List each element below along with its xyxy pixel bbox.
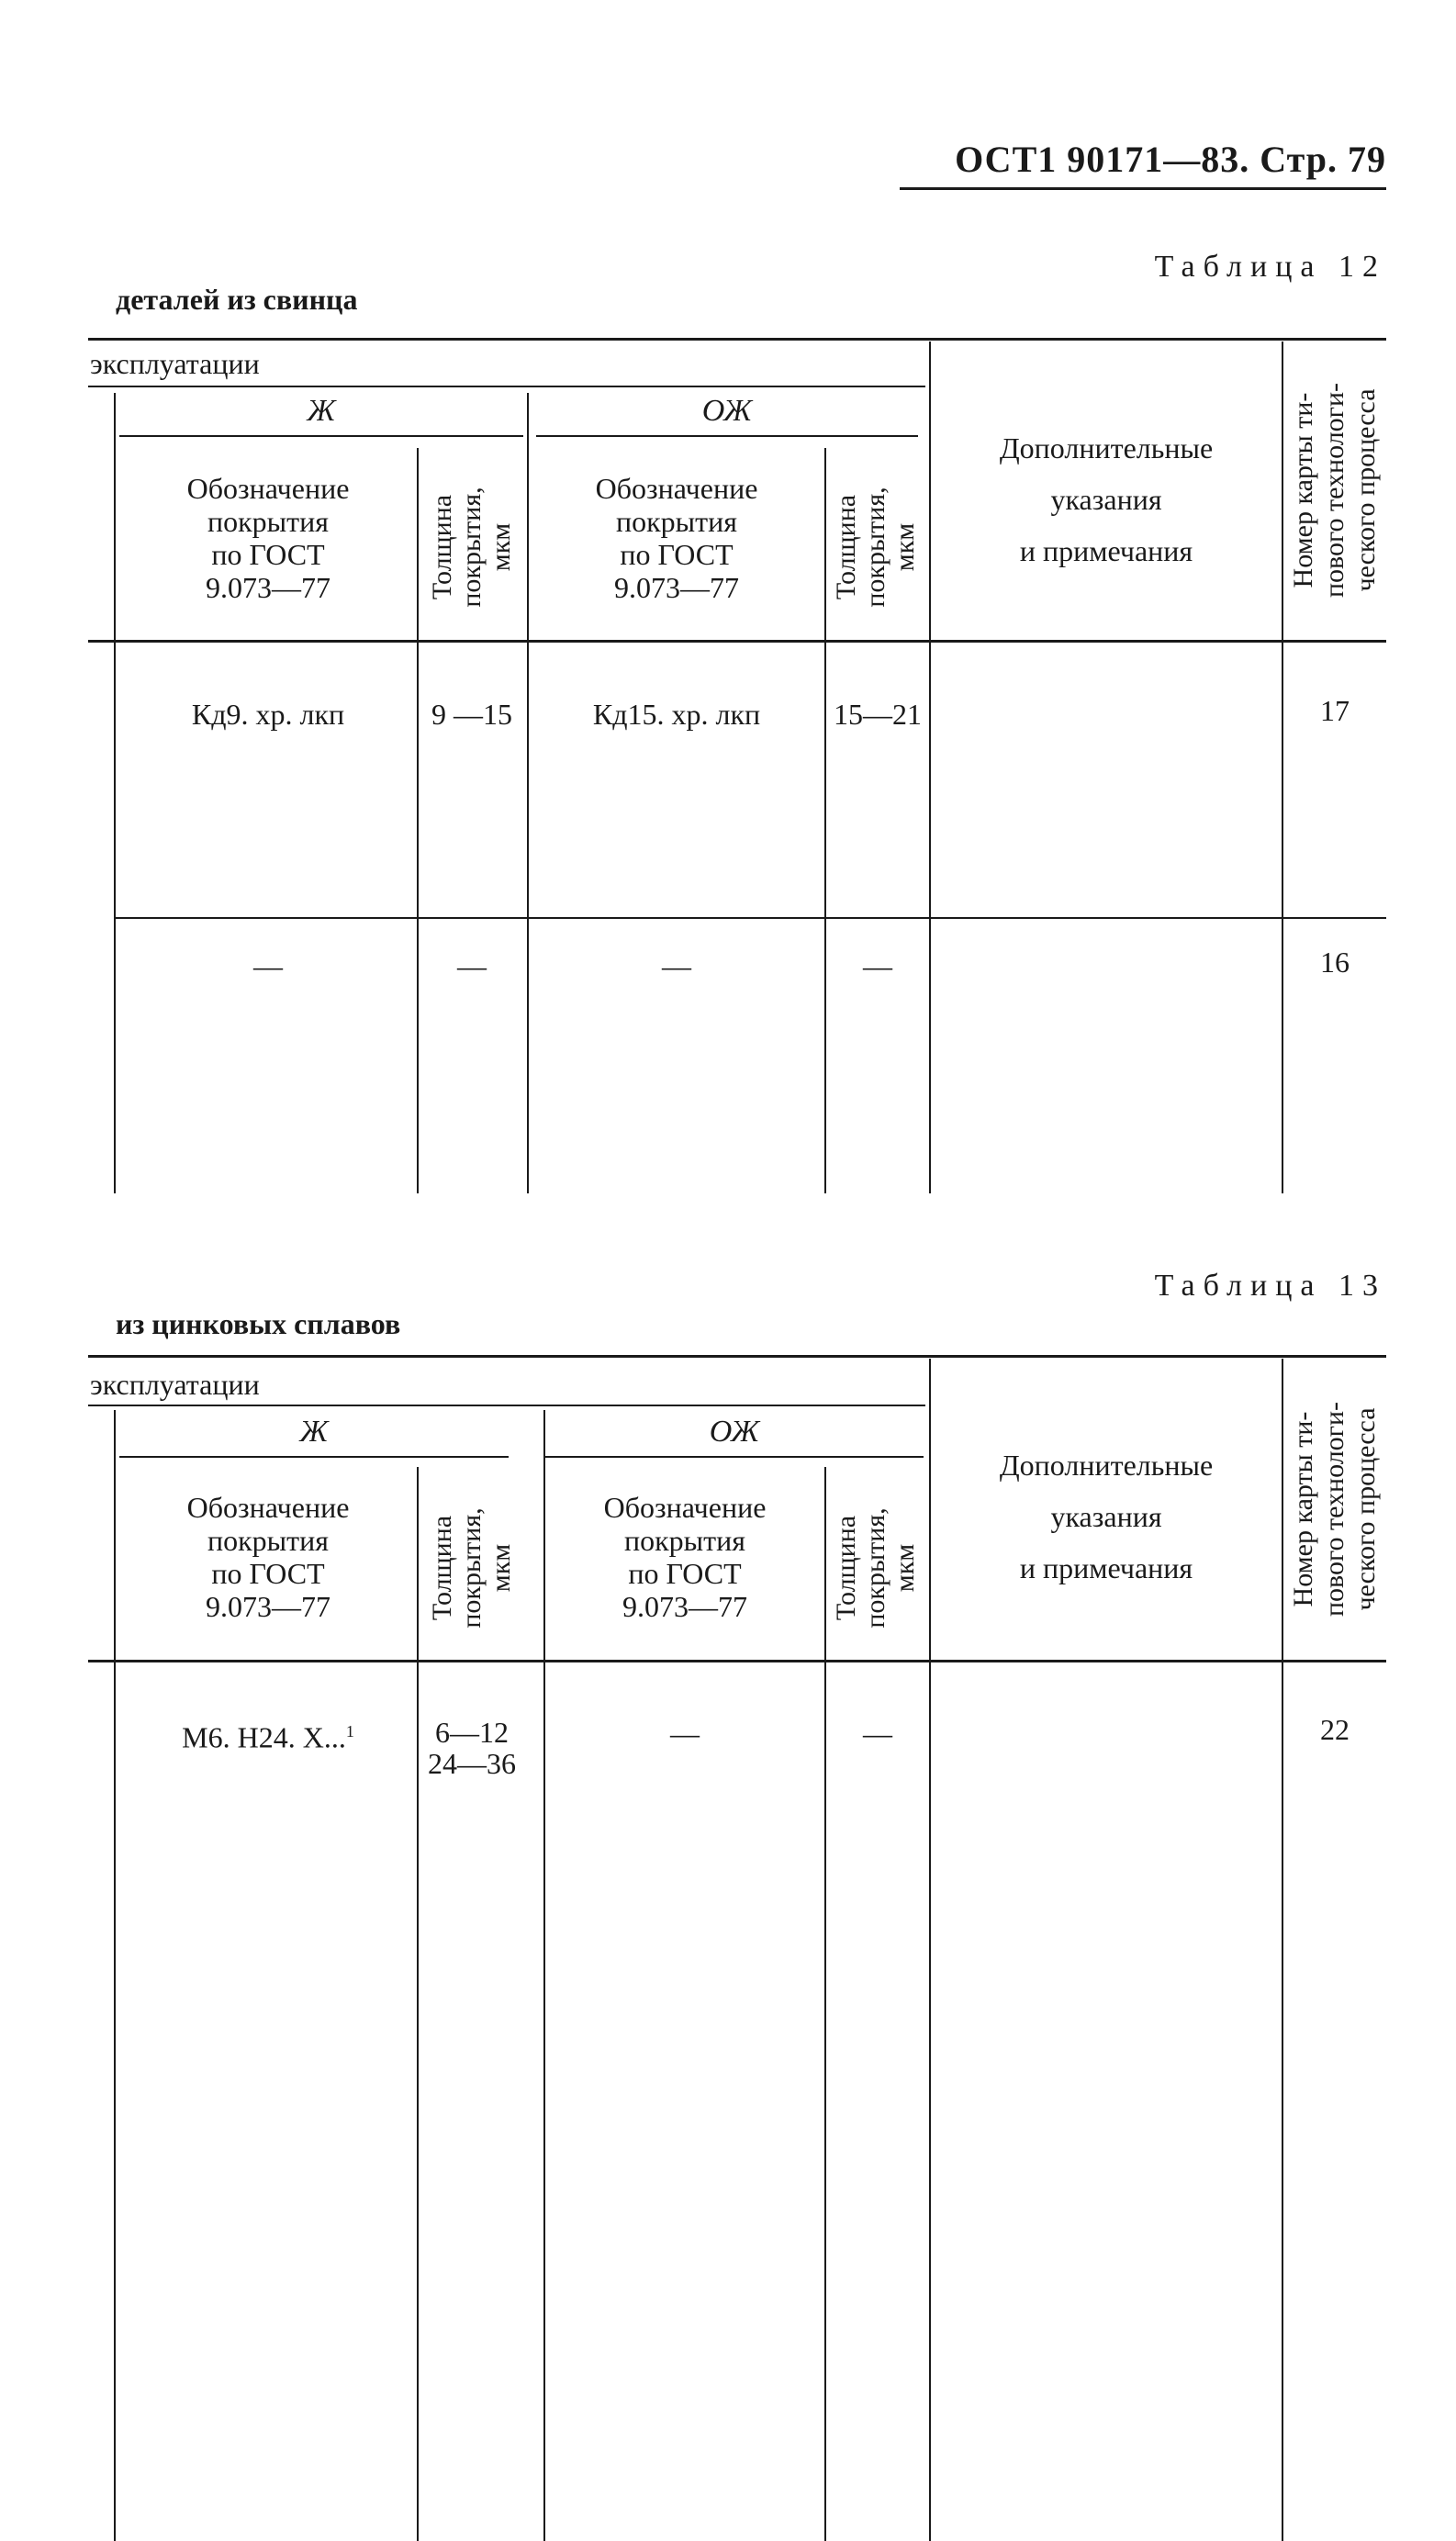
table-13-group-zh: Ж bbox=[299, 1415, 329, 1449]
table-12-title: деталей из свинца bbox=[116, 283, 358, 316]
thickness-line: 6—12 bbox=[435, 1716, 509, 1749]
header-line: мкм bbox=[890, 1543, 920, 1593]
header-line: Дополнительные bbox=[999, 431, 1214, 465]
header-line: мкм bbox=[486, 1543, 516, 1593]
header-line: ческого процесса bbox=[1350, 1407, 1381, 1611]
header-line: Номер карты ти- bbox=[1288, 392, 1318, 588]
table-13-divider bbox=[824, 1467, 826, 2541]
page-header: ОСТ1 90171—83. Стр. 79 bbox=[955, 139, 1386, 180]
table-13-left-border bbox=[114, 1410, 116, 2541]
header-line: указания bbox=[1050, 483, 1162, 516]
table-13-title: из цинковых сплавов bbox=[116, 1307, 401, 1340]
header-line: 9.073—77 bbox=[206, 1590, 330, 1623]
table-12-divider bbox=[824, 448, 826, 1193]
footnote-mark: 1 bbox=[345, 1722, 354, 1741]
table-12-row-1-zh-designation: Кд9. хр. лкп bbox=[191, 698, 345, 731]
table-12-zh-thickness-header bbox=[428, 487, 516, 607]
header-line: по ГОСТ bbox=[211, 1557, 325, 1590]
header-line: Обозначение bbox=[595, 472, 758, 505]
header-line: Номер карты ти- bbox=[1288, 1411, 1318, 1607]
table-13-zh-designation-header bbox=[119, 1491, 417, 1623]
table-12-row-1-ozh-thickness: 15—21 bbox=[834, 698, 922, 731]
header-line: Толщина bbox=[427, 494, 457, 600]
table-12-zh-designation-header bbox=[119, 472, 417, 604]
table-12-row-1-ozh-designation: Кд15. хр. лкп bbox=[592, 698, 761, 731]
header-line: 9.073—77 bbox=[614, 571, 739, 604]
table-13-row-1-ozh-thickness: — bbox=[863, 1717, 892, 1750]
header-line: пового технологи- bbox=[1319, 1401, 1350, 1618]
table-12-row-2-zh-designation: — bbox=[253, 949, 283, 982]
table-12-conditions-rule bbox=[88, 386, 925, 387]
header-line: и примечания bbox=[1019, 1551, 1193, 1584]
table-13-ozh-designation-header bbox=[545, 1491, 824, 1623]
table-12-row-2-ozh-thickness: — bbox=[863, 949, 892, 982]
table-13-divider bbox=[417, 1467, 419, 2541]
table-13-conditions-rule bbox=[88, 1405, 925, 1406]
table-13-ozh-rule bbox=[545, 1456, 924, 1458]
table-13-row-1-zh-designation bbox=[119, 1715, 417, 1754]
header-line: покрытия bbox=[207, 1524, 329, 1557]
header-line: и примечания bbox=[1019, 534, 1193, 567]
table-12-group-zh: Ж bbox=[307, 394, 336, 428]
header-line: покрытия, bbox=[860, 1507, 890, 1629]
table-13-row-1-zh-thickness bbox=[419, 1717, 525, 1779]
table-12-card-header bbox=[1288, 383, 1382, 598]
table-12-divider bbox=[1282, 341, 1283, 1193]
header-line: покрытия, bbox=[860, 487, 890, 608]
header-line: Обозначение bbox=[603, 1491, 767, 1524]
table-13-ozh-thickness-header bbox=[832, 1507, 920, 1628]
table-13-zh-thickness-header bbox=[428, 1507, 516, 1628]
header-line: покрытия, bbox=[456, 487, 487, 608]
table-12-divider bbox=[417, 448, 419, 1193]
table-12-label: Таблица 12 bbox=[1154, 250, 1386, 284]
table-12-row-2-zh-thickness: — bbox=[457, 949, 487, 982]
table-12-row-2-ozh-designation: — bbox=[662, 949, 691, 982]
header-line: покрытия, bbox=[456, 1507, 487, 1629]
header-line: 9.073—77 bbox=[622, 1590, 747, 1623]
table-12-notes-header bbox=[931, 422, 1282, 576]
table-12-zh-rule bbox=[119, 435, 523, 437]
table-13-label: Таблица 13 bbox=[1154, 1269, 1386, 1303]
table-13-notes-header bbox=[931, 1439, 1282, 1594]
table-12-ozh-designation-header bbox=[529, 472, 824, 604]
table-12-conditions: эксплуатации bbox=[90, 347, 260, 380]
table-12-top-rule bbox=[88, 338, 1386, 341]
header-line: Толщина bbox=[831, 494, 861, 600]
header-line: Обозначение bbox=[186, 1491, 350, 1524]
header-line: указания bbox=[1050, 1500, 1162, 1533]
header-line: мкм bbox=[890, 522, 920, 572]
header-line: пового технологи- bbox=[1319, 382, 1350, 599]
table-13-conditions: эксплуатации bbox=[90, 1368, 260, 1401]
header-line: 9.073—77 bbox=[206, 571, 330, 604]
header-line: мкм bbox=[486, 522, 516, 572]
table-12-row-1-card: 17 bbox=[1320, 694, 1350, 727]
thickness-line: 24—36 bbox=[428, 1747, 516, 1780]
table-13-group-ozh: ОЖ bbox=[709, 1415, 760, 1449]
table-12-row-rule bbox=[116, 917, 1386, 919]
table-13-row-1-ozh-designation: — bbox=[670, 1717, 700, 1750]
table-12-row-2-card: 16 bbox=[1320, 946, 1350, 979]
table-13-card-header bbox=[1288, 1402, 1382, 1617]
header-line: по ГОСТ bbox=[628, 1557, 742, 1590]
header-line: покрытия bbox=[624, 1524, 745, 1557]
table-12-ozh-thickness-header bbox=[832, 487, 920, 607]
header-line: Толщина bbox=[427, 1515, 457, 1621]
table-13-top-rule bbox=[88, 1355, 1386, 1358]
header-rule bbox=[900, 187, 1386, 190]
header-line: Дополнительные bbox=[999, 1449, 1214, 1482]
table-12-ozh-rule bbox=[536, 435, 918, 437]
header-line: Обозначение bbox=[186, 472, 350, 505]
header-line: Толщина bbox=[831, 1515, 861, 1621]
designation-text: М6. Н24. Х... bbox=[182, 1720, 346, 1754]
table-13-header-bottom-rule bbox=[88, 1660, 1386, 1662]
table-12-header-bottom-rule bbox=[88, 640, 1386, 643]
table-13-zh-rule bbox=[119, 1456, 509, 1458]
table-13-divider bbox=[1282, 1359, 1283, 2541]
table-12-left-border bbox=[114, 393, 116, 1193]
table-12-row-1-zh-thickness: 9 —15 bbox=[431, 698, 512, 731]
header-line: покрытия bbox=[207, 505, 329, 538]
header-line: ческого процесса bbox=[1350, 388, 1381, 592]
header-line: по ГОСТ bbox=[620, 538, 734, 571]
table-12-group-ozh: ОЖ bbox=[701, 394, 753, 428]
header-line: по ГОСТ bbox=[211, 538, 325, 571]
table-13-row-1-card: 22 bbox=[1320, 1713, 1350, 1746]
header-line: покрытия bbox=[616, 505, 737, 538]
